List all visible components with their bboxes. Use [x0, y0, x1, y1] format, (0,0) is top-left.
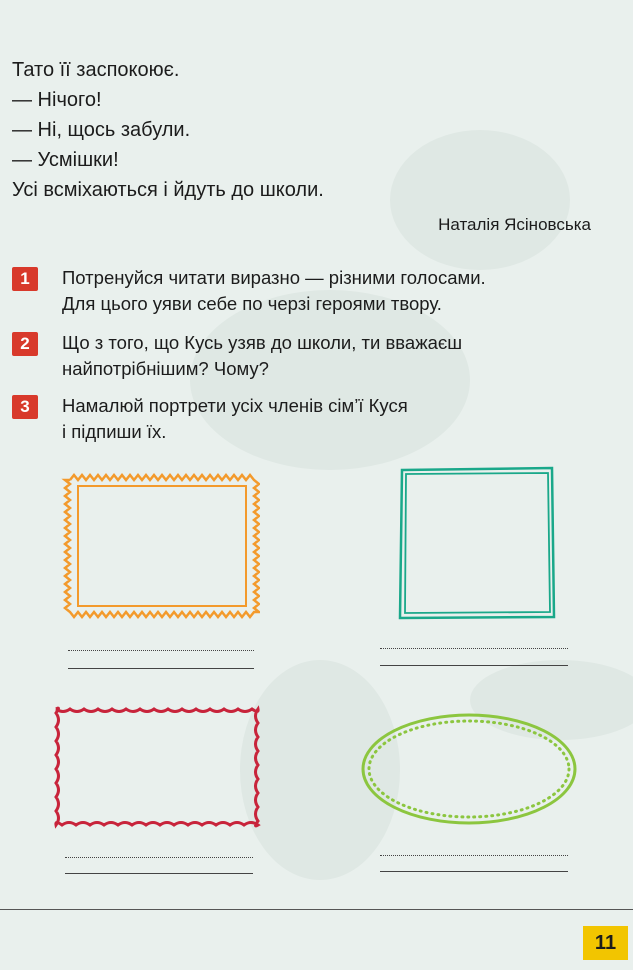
poem-line: Тато її заспокоює. — [12, 59, 180, 81]
task-number-badge: 3 — [12, 395, 38, 419]
task-text-line: Потренуйся читати виразно — різними голосами. — [62, 267, 486, 288]
task-text-line: і підпиши їх. — [62, 421, 167, 442]
signature-line[interactable] — [380, 648, 568, 649]
poem-line: Усі всміхаються і йдуть до школи. — [12, 179, 324, 201]
oval-frame[interactable] — [355, 708, 583, 830]
signature-line[interactable] — [380, 855, 568, 856]
page-number: 11 — [583, 926, 628, 960]
author-name: Наталія Ясіновська — [438, 215, 591, 234]
zigzag-frame[interactable] — [60, 472, 260, 622]
wavy-frame[interactable] — [46, 697, 268, 837]
task-text-line: Намалюй портрети усіх членів сім’ї Куся — [62, 395, 408, 416]
signature-line[interactable] — [65, 873, 253, 874]
poem-line: — Усмішки! — [12, 149, 119, 171]
task-number-badge: 2 — [12, 332, 38, 356]
poem-line: — Ні, щось забули. — [12, 119, 191, 141]
task-text-line: Для цього уяви себе по черзі героями твору. — [62, 293, 442, 314]
signature-line[interactable] — [68, 668, 254, 669]
poem-line: — Нічого! — [12, 89, 102, 111]
square-frame[interactable] — [392, 462, 567, 624]
signature-line[interactable] — [65, 857, 253, 858]
footer-rule — [0, 909, 633, 910]
task-text-line: найпотрібнішим? Чому? — [62, 358, 269, 379]
signature-line[interactable] — [380, 871, 568, 872]
task-text-line: Що з того, що Кусь узяв до школи, ти вважаєш — [62, 332, 463, 353]
signature-line[interactable] — [68, 650, 254, 651]
task-number-badge: 1 — [12, 267, 38, 291]
signature-line[interactable] — [380, 665, 568, 666]
